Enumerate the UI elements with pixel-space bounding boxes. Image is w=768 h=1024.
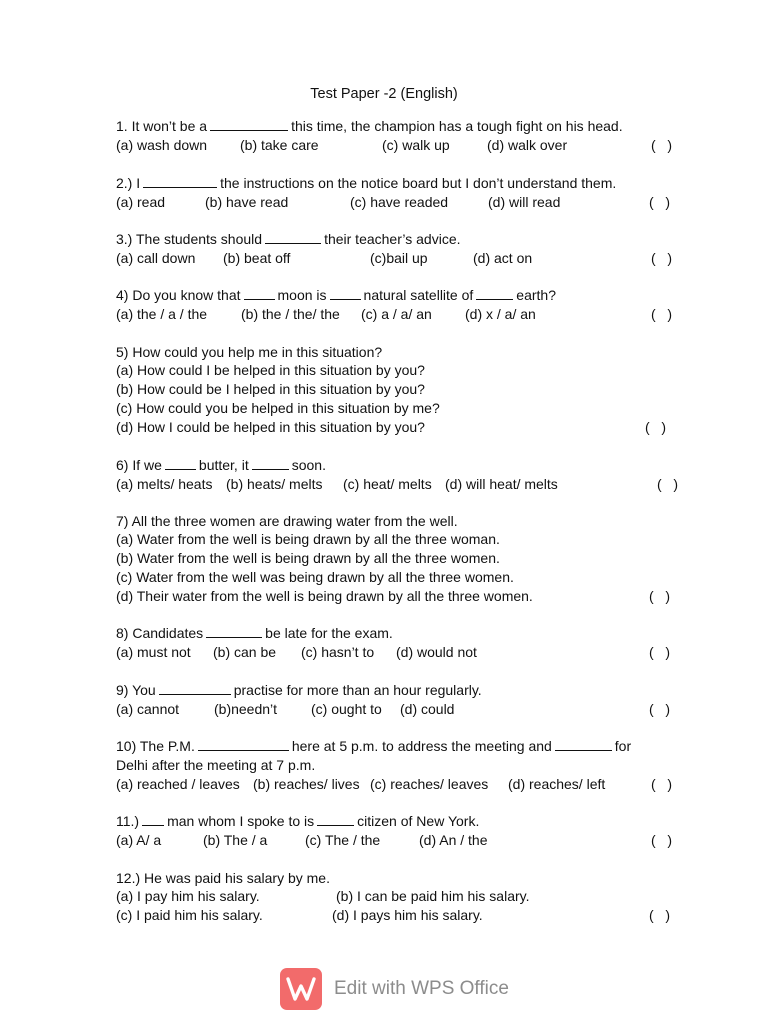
- question-4-stem: [116, 285, 556, 305]
- option-a: (a) the / a / the: [116, 306, 208, 322]
- stem-text: 4) Do you know that: [116, 287, 241, 303]
- option-a: (a) cannot: [116, 701, 180, 717]
- question-9-options: [116, 699, 676, 719]
- question-8-options: [116, 642, 676, 662]
- stem-text: butter, it: [198, 457, 249, 473]
- answer-bracket: ( ): [651, 832, 672, 848]
- stem-text: the instructions on the notice board but I don’t understand them.: [220, 175, 617, 191]
- question-9-stem: [116, 680, 482, 700]
- option-a: (a) How could I be helped in this situation by you?: [116, 362, 425, 378]
- stem-text: practise for more than an hour regularly.: [233, 682, 482, 698]
- answer-blank: [210, 118, 288, 131]
- option-d: (d) will read: [488, 194, 561, 210]
- option-a: (a) call down: [116, 250, 196, 266]
- question-10-stem: [116, 736, 631, 756]
- option-a: (a) Water from the well is being drawn by all the three woman.: [116, 531, 500, 547]
- option-c: (c) heat/ melts: [343, 476, 432, 492]
- option-b: (b)needn’t: [214, 701, 278, 717]
- answer-bracket: ( ): [657, 476, 678, 492]
- stem-text: natural satellite of: [363, 287, 474, 303]
- question-3-options: [116, 248, 676, 268]
- option-a: (a) A/ a: [116, 832, 162, 848]
- question-2-stem: [116, 173, 616, 193]
- option-d: (d) x / a/ an: [465, 306, 536, 322]
- question-11-options: [116, 830, 676, 850]
- question-1-options: [116, 135, 676, 155]
- question-10-stem-line2: Delhi after the meeting at 7 p.m.: [116, 757, 316, 773]
- option-c: (c) reaches/ leaves: [370, 776, 489, 792]
- answer-blank: [476, 287, 513, 300]
- option-a: (a) read: [116, 194, 166, 210]
- answer-bracket: ( ): [651, 137, 672, 153]
- question-11-stem: [116, 811, 479, 831]
- wps-watermark: [280, 968, 509, 1010]
- option-c: (c) ought to: [311, 701, 382, 717]
- option-d: (d) will heat/ melts: [445, 476, 558, 492]
- page-title: Test Paper -2 (English): [310, 86, 458, 102]
- option-b: (b) I can be paid him his salary.: [336, 888, 530, 904]
- stem-text: 11.): [116, 813, 140, 829]
- answer-bracket: ( ): [649, 588, 670, 604]
- stem-text: 10) The P.M.: [116, 738, 195, 754]
- question-8-stem: [116, 623, 393, 643]
- option-d: (d) Their water from the well is being drawn by all the three women.: [116, 588, 533, 604]
- option-d: (d) I pays him his salary.: [332, 907, 483, 923]
- stem-text: 2.) I: [116, 175, 141, 191]
- answer-blank: [317, 813, 354, 826]
- option-b: (b) beat off: [223, 250, 291, 266]
- answer-bracket: ( ): [651, 306, 672, 322]
- answer-bracket: ( ): [649, 701, 670, 717]
- question-12-stem: 12.) He was paid his salary by me.: [116, 870, 330, 886]
- question-12-options-row1: [116, 886, 596, 906]
- answer-bracket: ( ): [649, 194, 670, 210]
- stem-text: earth?: [516, 287, 556, 303]
- option-b: (b) heats/ melts: [226, 476, 323, 492]
- option-c: (c) hasn’t to: [301, 644, 375, 660]
- option-c: (c)bail up: [370, 250, 428, 266]
- option-b: (b) the / the/ the: [241, 306, 340, 322]
- question-2-options: [116, 192, 676, 212]
- question-6-stem: [116, 455, 326, 475]
- answer-blank: [159, 682, 231, 695]
- question-10-options: [116, 774, 676, 794]
- answer-blank: [198, 738, 289, 751]
- stem-text: 8) Candidates: [116, 625, 204, 641]
- option-c: (c) The / the: [305, 832, 381, 848]
- option-d: (d) How I could be helped in this situation by you?: [116, 419, 425, 435]
- option-c: (c) a / a/ an: [361, 306, 432, 322]
- option-a: (a) wash down: [116, 137, 208, 153]
- question-1-stem: [116, 116, 623, 136]
- option-d: (d) act on: [473, 250, 533, 266]
- question-7-stem: 7) All the three women are drawing water from the well.: [116, 513, 458, 529]
- wps-watermark-text: Edit with WPS Office: [334, 978, 509, 999]
- option-d: (d) would not: [396, 644, 477, 660]
- option-b: (b) The / a: [203, 832, 268, 848]
- option-c: (c) walk up: [382, 137, 450, 153]
- answer-blank: [265, 231, 321, 244]
- option-b: (b) take care: [240, 137, 319, 153]
- option-a: (a) must not: [116, 644, 191, 660]
- option-d: (d) reaches/ left: [508, 776, 606, 792]
- option-a: (a) melts/ heats: [116, 476, 213, 492]
- stem-text: moon is: [277, 287, 327, 303]
- stem-text: soon.: [291, 457, 326, 473]
- question-5-stem: 5) How could you help me in this situation?: [116, 344, 383, 360]
- answer-blank: [244, 287, 275, 300]
- option-b: (b) Water from the well is being drawn by all the three women.: [116, 550, 500, 566]
- stem-text: citizen of New York.: [357, 813, 480, 829]
- question-3-stem: [116, 229, 461, 249]
- answer-blank: [142, 813, 164, 826]
- option-d: (d) could: [400, 701, 455, 717]
- stem-text: their teacher’s advice.: [324, 231, 461, 247]
- wps-logo-icon: [280, 968, 322, 1010]
- question-12-options-row2: [116, 905, 596, 925]
- option-a: (a) I pay him his salary.: [116, 888, 260, 904]
- stem-text: for: [614, 738, 632, 754]
- option-c: (c) have readed: [350, 194, 449, 210]
- stem-text: this time, the champion has a tough fight on his head.: [291, 118, 623, 134]
- answer-bracket: ( ): [649, 644, 670, 660]
- option-c: (c) How could you be helped in this situation by me?: [116, 400, 440, 416]
- option-b: (b) How could be I helped in this situation by you?: [116, 381, 425, 397]
- option-c: (c) Water from the well was being drawn by all the three women.: [116, 569, 514, 585]
- option-b: (b) can be: [213, 644, 277, 660]
- answer-blank: [252, 457, 289, 470]
- question-6-options: [116, 474, 676, 494]
- stem-text: 6) If we: [116, 457, 162, 473]
- option-b: (b) reaches/ lives: [253, 776, 360, 792]
- stem-text: 9) You: [116, 682, 156, 698]
- answer-bracket: ( ): [645, 419, 666, 435]
- option-b: (b) have read: [205, 194, 289, 210]
- stem-text: here at 5 p.m. to address the meeting and: [291, 738, 552, 754]
- answer-bracket: ( ): [651, 776, 672, 792]
- answer-blank: [555, 738, 612, 751]
- answer-blank: [330, 287, 361, 300]
- option-c: (c) I paid him his salary.: [116, 907, 263, 923]
- option-d: (d) An / the: [419, 832, 488, 848]
- stem-text: 1. It won’t be a: [116, 118, 208, 134]
- answer-blank: [165, 457, 196, 470]
- answer-blank: [143, 175, 217, 188]
- question-4-options: [116, 304, 676, 324]
- option-a: (a) reached / leaves: [116, 776, 240, 792]
- answer-blank: [206, 625, 262, 638]
- stem-text: man whom I spoke to is: [167, 813, 315, 829]
- stem-text: 3.) The students should: [116, 231, 263, 247]
- stem-text: be late for the exam.: [265, 625, 393, 641]
- answer-bracket: ( ): [649, 907, 670, 923]
- option-d: (d) walk over: [487, 137, 568, 153]
- answer-bracket: ( ): [651, 250, 672, 266]
